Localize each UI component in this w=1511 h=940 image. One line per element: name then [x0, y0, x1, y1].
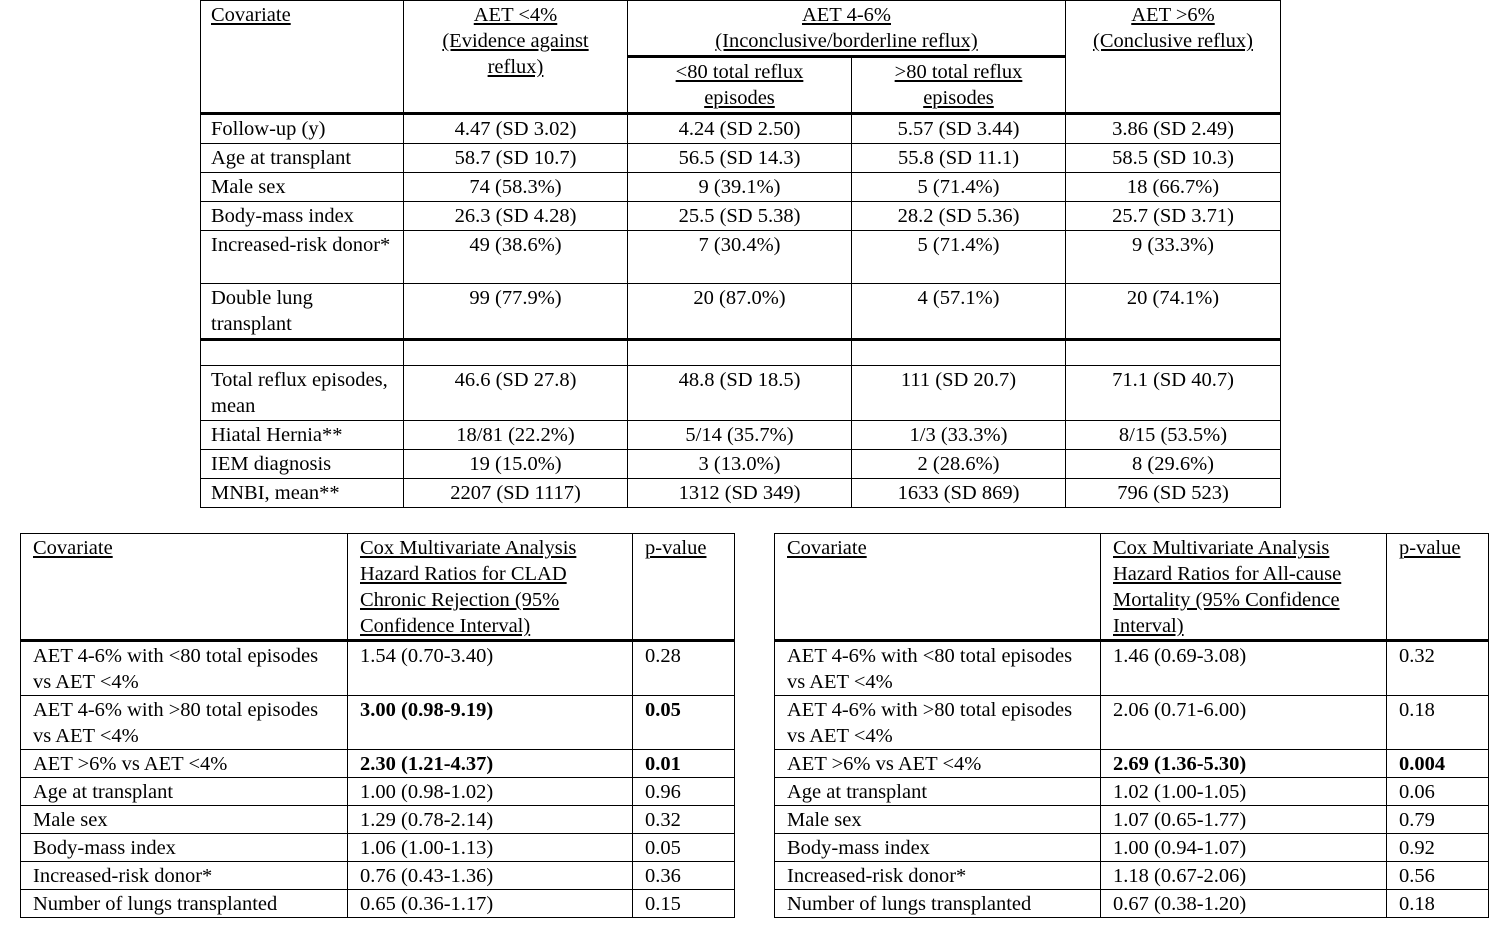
hazard-ratio-cell: 2.06 (0.71-6.00) [1101, 696, 1387, 750]
hazard-ratio-header: Cox Multivariate Analysis Hazard Ratios for CLAD Chronic Rejection (95% Confidence Interval) [348, 534, 633, 641]
covariate-header: Covariate [775, 534, 1101, 641]
cell: 3.86 (SD 2.49) [1066, 114, 1281, 144]
table-row [201, 479, 1281, 508]
p-value-cell: 0.56 [1387, 862, 1489, 890]
cell: 9 (39.1%) [628, 173, 852, 202]
table-row [201, 114, 1281, 144]
cell: 5 (71.4%) [852, 173, 1066, 202]
row-label: Male sex [21, 806, 348, 834]
row-label: AET 4-6% with >80 total episodes vs AET <4% [775, 696, 1101, 750]
cell: 71.1 (SD 40.7) [1066, 366, 1281, 421]
hazard-ratio-cell: 1.18 (0.67-2.06) [1101, 862, 1387, 890]
hazard-ratio-header: Cox Multivariate Analysis Hazard Ratios for All-cause Mortality (95% Confidence Interval) [1101, 534, 1387, 641]
row-label: Body-mass index [201, 202, 404, 231]
cell: 1/3 (33.3%) [852, 421, 1066, 450]
covariate-header: Covariate [21, 534, 348, 641]
row-label: Total reflux episodes, mean [201, 366, 404, 421]
aet-4-6-header: AET 4-6% (Inconclusive/borderline reflux) [628, 1, 1066, 57]
aet-4-6-gt80-header: >80 total reflux episodes [852, 57, 1066, 114]
table-row [21, 834, 735, 862]
cell: 25.5 (SD 5.38) [628, 202, 852, 231]
p-value-cell: 0.18 [1387, 890, 1489, 918]
cell: 4.24 (SD 2.50) [628, 114, 852, 144]
p-value-cell: 0.06 [1387, 778, 1489, 806]
cell: 28.2 (SD 5.36) [852, 202, 1066, 231]
cell: 55.8 (SD 11.1) [852, 144, 1066, 173]
p-value-header: p-value [1387, 534, 1489, 641]
row-label: Male sex [201, 173, 404, 202]
cell: 5 (71.4%) [852, 231, 1066, 284]
row-label: Increased-risk donor* [775, 862, 1101, 890]
hazard-ratio-cell: 2.30 (1.21-4.37) [348, 750, 633, 778]
row-label: IEM diagnosis [201, 450, 404, 479]
row-label: Age at transplant [775, 778, 1101, 806]
cell: 25.7 (SD 3.71) [1066, 202, 1281, 231]
cell: 48.8 (SD 18.5) [628, 366, 852, 421]
table-row [21, 750, 735, 778]
hazard-ratio-cell: 2.69 (1.36-5.30) [1101, 750, 1387, 778]
cell: 8 (29.6%) [1066, 450, 1281, 479]
row-label: Follow-up (y) [201, 114, 404, 144]
table-row [201, 284, 1281, 340]
row-label: Age at transplant [21, 778, 348, 806]
cell: 20 (87.0%) [628, 284, 852, 340]
cell: 56.5 (SD 14.3) [628, 144, 852, 173]
p-value-cell: 0.004 [1387, 750, 1489, 778]
table-row [201, 421, 1281, 450]
row-label: AET 4-6% with >80 total episodes vs AET <4% [21, 696, 348, 750]
hazard-ratio-cell: 1.02 (1.00-1.05) [1101, 778, 1387, 806]
hazard-ratio-cell: 1.06 (1.00-1.13) [348, 834, 633, 862]
row-label: MNBI, mean** [201, 479, 404, 508]
table-header-row [775, 534, 1489, 641]
cell: 18/81 (22.2%) [404, 421, 628, 450]
cell: 4.47 (SD 3.02) [404, 114, 628, 144]
hazard-ratio-cell: 0.76 (0.43-1.36) [348, 862, 633, 890]
table-row [201, 202, 1281, 231]
table-row [775, 806, 1489, 834]
cell: 4 (57.1%) [852, 284, 1066, 340]
cell: 26.3 (SD 4.28) [404, 202, 628, 231]
cell: 111 (SD 20.7) [852, 366, 1066, 421]
aet-4-6-lt80-header: <80 total reflux episodes [628, 57, 852, 114]
table-row [21, 862, 735, 890]
spacer-row [201, 340, 1281, 366]
cell: 46.6 (SD 27.8) [404, 366, 628, 421]
p-value-cell: 0.05 [633, 696, 735, 750]
cell: 99 (77.9%) [404, 284, 628, 340]
row-label: Number of lungs transplanted [775, 890, 1101, 918]
table-row [775, 834, 1489, 862]
cell: 19 (15.0%) [404, 450, 628, 479]
row-label: AET 4-6% with <80 total episodes vs AET <4% [21, 641, 348, 696]
table-row [775, 696, 1489, 750]
p-value-cell: 0.18 [1387, 696, 1489, 750]
aet-gt6-header: AET >6% (Conclusive reflux) [1066, 1, 1281, 114]
cell: 2 (28.6%) [852, 450, 1066, 479]
table-row [775, 862, 1489, 890]
table-row [201, 450, 1281, 479]
cell: 796 (SD 523) [1066, 479, 1281, 508]
mortality-hazard-ratio-table [774, 533, 1489, 918]
table-row [775, 890, 1489, 918]
table-row [21, 890, 735, 918]
row-label: Increased-risk donor* [201, 231, 404, 284]
hazard-ratio-cell: 1.07 (0.65-1.77) [1101, 806, 1387, 834]
table-row [201, 366, 1281, 421]
cell: 5/14 (35.7%) [628, 421, 852, 450]
cell: 7 (30.4%) [628, 231, 852, 284]
cell: 3 (13.0%) [628, 450, 852, 479]
cell: 49 (38.6%) [404, 231, 628, 284]
hazard-ratio-cell: 1.00 (0.94-1.07) [1101, 834, 1387, 862]
cell: 1312 (SD 349) [628, 479, 852, 508]
row-label: Age at transplant [201, 144, 404, 173]
table-row [21, 641, 735, 696]
covariate-header: Covariate [201, 1, 404, 114]
cell: 1633 (SD 869) [852, 479, 1066, 508]
table-row [775, 641, 1489, 696]
cell: 74 (58.3%) [404, 173, 628, 202]
row-label: AET >6% vs AET <4% [21, 750, 348, 778]
p-value-cell: 0.32 [633, 806, 735, 834]
table-row [775, 750, 1489, 778]
cell: 20 (74.1%) [1066, 284, 1281, 340]
cell: 9 (33.3%) [1066, 231, 1281, 284]
row-label: AET >6% vs AET <4% [775, 750, 1101, 778]
hazard-ratio-cell: 1.00 (0.98-1.02) [348, 778, 633, 806]
hazard-ratio-cell: 1.46 (0.69-3.08) [1101, 641, 1387, 696]
p-value-header: p-value [633, 534, 735, 641]
table-row [201, 173, 1281, 202]
hazard-ratio-cell: 1.29 (0.78-2.14) [348, 806, 633, 834]
p-value-cell: 0.01 [633, 750, 735, 778]
hazard-ratio-cell: 0.67 (0.38-1.20) [1101, 890, 1387, 918]
p-value-cell: 0.15 [633, 890, 735, 918]
row-label: Hiatal Hernia** [201, 421, 404, 450]
row-label: AET 4-6% with <80 total episodes vs AET <4% [775, 641, 1101, 696]
hazard-ratio-cell: 1.54 (0.70-3.40) [348, 641, 633, 696]
cell: 2207 (SD 1117) [404, 479, 628, 508]
cell: 58.5 (SD 10.3) [1066, 144, 1281, 173]
row-label: Double lung transplant [201, 284, 404, 340]
table-row [201, 144, 1281, 173]
table-row [21, 696, 735, 750]
cell: 5.57 (SD 3.44) [852, 114, 1066, 144]
hazard-ratio-cell: 3.00 (0.98-9.19) [348, 696, 633, 750]
table-row [775, 778, 1489, 806]
p-value-cell: 0.36 [633, 862, 735, 890]
table-row [21, 806, 735, 834]
row-label: Increased-risk donor* [21, 862, 348, 890]
table-header-row [21, 534, 735, 641]
p-value-cell: 0.32 [1387, 641, 1489, 696]
baseline-characteristics-table [200, 0, 1281, 508]
row-label: Body-mass index [775, 834, 1101, 862]
table-row [21, 778, 735, 806]
p-value-cell: 0.28 [633, 641, 735, 696]
row-label: Body-mass index [21, 834, 348, 862]
p-value-cell: 0.79 [1387, 806, 1489, 834]
p-value-cell: 0.05 [633, 834, 735, 862]
cell: 18 (66.7%) [1066, 173, 1281, 202]
table-row [201, 231, 1281, 284]
p-value-cell: 0.92 [1387, 834, 1489, 862]
cell: 58.7 (SD 10.7) [404, 144, 628, 173]
hazard-ratio-cell: 0.65 (0.36-1.17) [348, 890, 633, 918]
row-label: Number of lungs transplanted [21, 890, 348, 918]
row-label: Male sex [775, 806, 1101, 834]
clad-hazard-ratio-table [20, 533, 735, 918]
cell: 8/15 (53.5%) [1066, 421, 1281, 450]
p-value-cell: 0.96 [633, 778, 735, 806]
aet-lt4-header: AET <4% (Evidence against reflux) [404, 1, 628, 114]
